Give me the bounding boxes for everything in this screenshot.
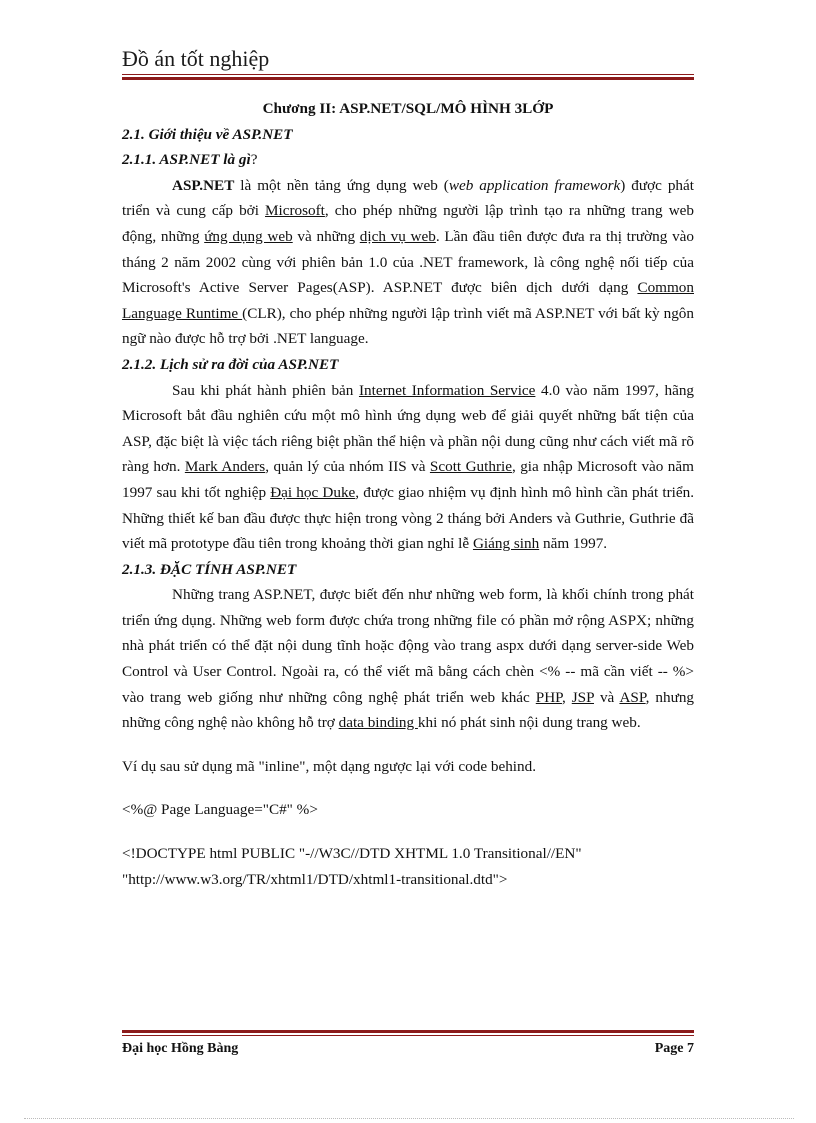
- code-doctype-line-1: <!DOCTYPE html PUBLIC "-//W3C//DTD XHTML 1.0 Transitional//EN": [122, 845, 582, 863]
- section-heading-2-1-1: 2.1.1. ASP.NET là gì?: [122, 151, 258, 169]
- link-giang-sinh[interactable]: Giáng sinh: [472, 535, 540, 553]
- link-php[interactable]: PHP: [535, 688, 562, 706]
- link-data-binding[interactable]: data binding: [338, 714, 418, 732]
- spacer: [122, 779, 694, 797]
- chapter-title: Chương II: ASP.NET/SQL/MÔ HÌNH 3LỚP: [262, 100, 554, 117]
- link-ung-dung-web[interactable]: ứng dụng web: [204, 227, 293, 245]
- page-bottom-edge: [24, 1118, 794, 1119]
- code-page-directive: <%@ Page Language="C#" %>: [122, 801, 318, 819]
- header-title: Đồ án tốt nghiệp: [122, 46, 270, 71]
- section-heading-2-1: 2.1. Giới thiệu về ASP.NET: [122, 125, 293, 143]
- footer-university: Đại học Hồng Bàng: [122, 1041, 239, 1056]
- paragraph-inline-example: Ví dụ sau sử dụng mã "inline", một dạng ngược lại với code behind.: [122, 757, 537, 775]
- section-heading-2-1-2: 2.1.2. Lịch sử ra đời của ASP.NET: [122, 355, 339, 373]
- body-text: [122, 96, 694, 892]
- link-microsoft[interactable]: Microsoft: [265, 202, 325, 220]
- spacer: [122, 736, 694, 754]
- paragraph-features: Những trang ASP.NET, được biết đến như những web form, là khối chính trong phát triển ứng dụng. Những web form được chứa trong những file có phần mở rộng ASPX; những nhà phát triển có thể đặt nội dung tĩnh hoặc động vào trang aspx dưới dạng server-side Web Control và User Control. Ngoài ra, có thể viết mã bằng cách chèn <% -- mã cần viết -- %> vào trang web giống như những công nghệ phát triển web khác PHP, JSP và ASP, nhưng những công nghệ nào không hỗ trợ data binding khi nó phát sinh nội dung trang web.: [122, 586, 695, 732]
- link-common-language-runtime[interactable]: Common Language Runtime: [122, 279, 694, 322]
- footer-rule-thick: [122, 1030, 694, 1033]
- spacer: [122, 823, 694, 841]
- link-mark-anders[interactable]: Mark Anders: [184, 458, 266, 476]
- link-asp[interactable]: ASP: [619, 688, 646, 706]
- code-doctype-line-2: "http://www.w3.org/TR/xhtml1/DTD/xhtml1-transitional.dtd">: [122, 870, 508, 888]
- link-dich-vu-web[interactable]: dịch vụ web: [359, 227, 436, 245]
- paragraph-history: Sau khi phát hành phiên bản Internet Information Service 4.0 vào năm 1997, hãng Microsoft bắt đầu nghiên cứu một mô hình ứng dụng web để giải quyết những bất tiện của ASP, đặc biệt là việc tách riêng biệt phần thể hiện và phần nội dung cũng như cách viết mã rõ ràng hơn. Mark Anders, quản lý của nhóm IIS và Scott Guthrie, gia nhập Microsoft vào năm 1997 sau khi tốt nghiệp Đại học Duke, được giao nhiệm vụ định hình mô hình cần phát triển. Những thiết kế ban đầu được thực hiện trong vòng 2 tháng bởi Anders và Guthrie, Guthrie đã viết mã prototype đầu tiên trong khoảng thời gian nghỉ lễ Giáng sinh năm 1997.: [122, 381, 695, 553]
- link-scott-guthrie[interactable]: Scott Guthrie: [429, 458, 512, 476]
- link-dai-hoc-duke[interactable]: Đại học Duke: [270, 483, 356, 501]
- section-heading-2-1-3: 2.1.3. ĐẶC TÍNH ASP.NET: [122, 560, 297, 578]
- header-rule-thin: [122, 74, 694, 75]
- link-iis[interactable]: Internet Information Service: [358, 381, 536, 399]
- paragraph-asp-net-intro: ASP.NET là một nền tảng ứng dụng web (web application framework) được phát triển và cung cấp bởi Microsoft, cho phép những người lập trình tạo ra những trang web động, những ứng dụng web và những dịch vụ web. Lần đầu tiên được đưa ra thị trường vào tháng 2 năm 2002 cùng với phiên bản 1.0 của .NET framework, là công nghệ nối tiếp của Microsoft's Active Server Pages(ASP). ASP.NET được biên dịch dưới dạng Common Language Runtime (CLR), cho phép những người lập trình viết mã ASP.NET với bất kỳ ngôn ngữ nào được hỗ trợ bởi .NET language.: [122, 176, 694, 348]
- footer-rule-thin: [122, 1035, 694, 1036]
- header-rule-thick: [122, 77, 694, 80]
- footer-page-number: Page 7: [654, 1041, 694, 1056]
- link-jsp[interactable]: JSP: [571, 688, 594, 706]
